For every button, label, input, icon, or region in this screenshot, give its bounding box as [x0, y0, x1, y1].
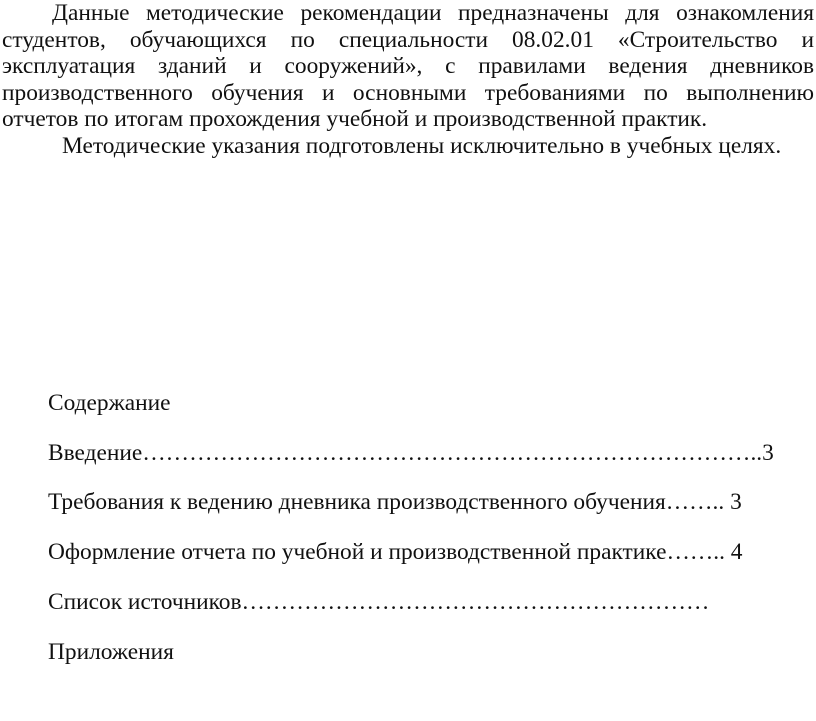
- intro-note: Методические указания подготовлены исключительно в учебных целях.: [62, 132, 782, 159]
- intro-line: производственного обучения и основными требованиями по выполнению: [2, 79, 814, 106]
- intro-line: эксплуатация зданий и сооружений», с правилами ведения дневников: [2, 53, 814, 80]
- toc-entry-report-formatting: Оформление отчета по учебной и производственной практике…….. 4: [48, 539, 743, 565]
- intro-line: студентов, обучающихся по специальности 08.02.01 «Строительство и: [2, 26, 814, 53]
- toc-entry-introduction: Введение……………………………………………………………………..3: [48, 440, 774, 466]
- intro-line: отчетов по итогам прохождения учебной и производственной практик.: [2, 106, 708, 133]
- toc-entry-appendices: Приложения: [48, 639, 174, 665]
- intro-line: Данные методические рекомендации предназначены для ознакомления: [52, 0, 814, 26]
- toc-entry-diary-requirements: Требования к ведению дневника производственного обучения…….. 3: [48, 489, 742, 515]
- toc-heading: Содержание: [48, 390, 171, 416]
- toc-entry-sources: Список источников……………………………………………………: [48, 589, 710, 615]
- intro-paragraph: [2, 0, 814, 160]
